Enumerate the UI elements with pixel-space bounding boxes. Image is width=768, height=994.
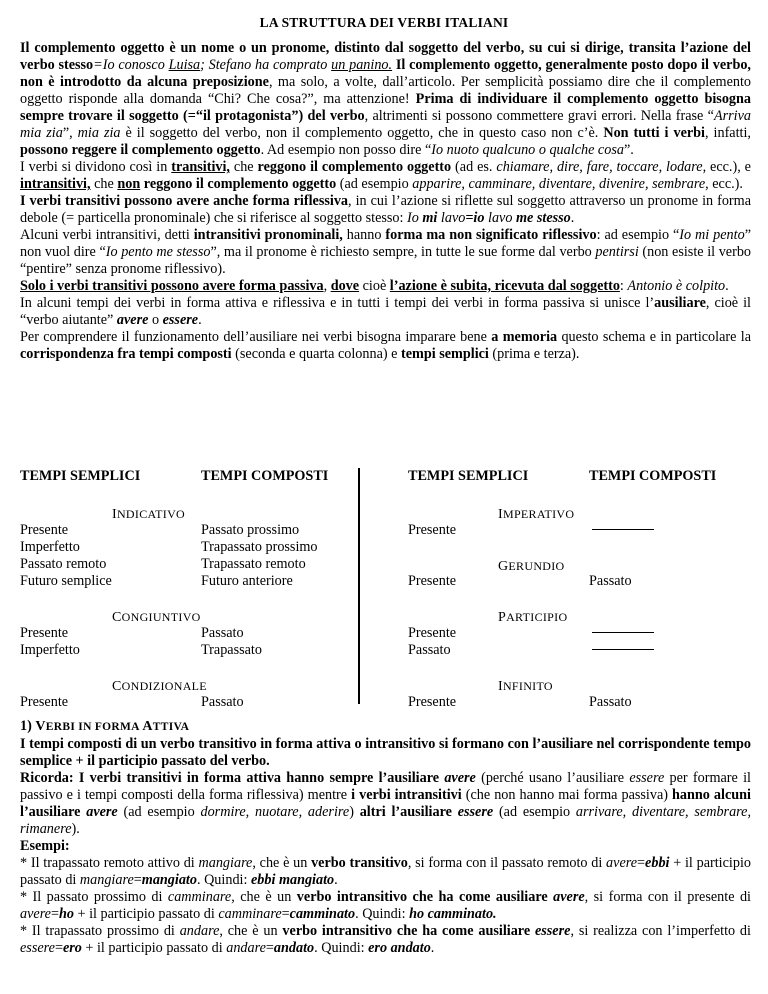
p1-italic-2: mia zia bbox=[77, 125, 121, 141]
ex2-bold-1: verbo intransitivo che ha come ausiliare bbox=[296, 889, 554, 905]
ex3-bi-1: essere bbox=[534, 923, 571, 939]
intro-paragraphs bbox=[20, 40, 751, 363]
ricorda-bold-2: : I verbi transitivi in forma attiva hanno sempre l’ausiliare bbox=[68, 770, 445, 786]
condizionale-semplice-1: Presente bbox=[20, 694, 69, 710]
participio-semplice-1: Presente bbox=[408, 625, 457, 641]
ex1-bi-3: ebbi mangiato bbox=[250, 872, 335, 888]
ex1-bi-1: ebbi bbox=[645, 855, 670, 871]
p1-example-b: Luisa bbox=[168, 57, 201, 73]
ex3-text-8: . bbox=[430, 940, 435, 956]
ex3-italic-1: andare bbox=[179, 923, 220, 939]
p7-text-1: Per comprendere il funzionamento dell’ausiliare nei verbi bisogna imparare bene bbox=[20, 329, 492, 345]
p2-non: non bbox=[117, 176, 141, 192]
p3-italic-1: Io bbox=[407, 210, 423, 226]
ex2-text-1: * Il passato prossimo di bbox=[20, 889, 168, 905]
section-verbi-forma-attiva bbox=[20, 718, 751, 957]
ex1-text-1: * Il trapassato remoto attivo di bbox=[20, 855, 199, 871]
p3-bold-1: I verbi transitivi possono avere anche forma riflessiva bbox=[20, 193, 349, 209]
section-heading: 1) VERBI IN FORMA ATTIVA bbox=[20, 718, 190, 734]
p3-bold-italic-1: mi bbox=[422, 210, 438, 226]
p2-text-5: che bbox=[90, 176, 118, 192]
p2-text-1: I verbi si dividono così in bbox=[20, 159, 172, 175]
tense-table bbox=[20, 468, 751, 713]
p1-text-4: è il soggetto del verbo, non il complemento oggetto, che in questo caso non c’è. bbox=[120, 125, 604, 141]
section-intro: I tempi composti di un verbo transitivo in forma attiva o intransitivo si formano con l’ausiliare nel corrispondente tempo semplice + il participio passato del verbo. bbox=[20, 736, 751, 769]
ex2-bi-3: camminato bbox=[289, 906, 356, 922]
p4-text-4: ” non vuol dire “ bbox=[20, 227, 751, 260]
ex2-italic-3: camminare bbox=[218, 906, 282, 922]
p2-transitivi: transitivi, bbox=[171, 159, 230, 175]
participio-semplice-2: Passato bbox=[408, 642, 451, 658]
ex2-text-2: , che è un bbox=[231, 889, 297, 905]
p1-text-5: , infatti, bbox=[705, 125, 751, 141]
label-indicativo: INDICATIVO bbox=[112, 507, 185, 522]
p1-text-7: ”. bbox=[623, 142, 634, 158]
ricorda-label: Ricorda bbox=[20, 770, 69, 786]
p7-text-4: (prima e terza). bbox=[488, 346, 580, 362]
ex1-bold-1: verbo transitivo bbox=[311, 855, 408, 871]
indicativo-semplice-4: Futuro semplice bbox=[20, 573, 112, 589]
ricorda-text-3: (che non hanno mai forma passiva) bbox=[461, 787, 673, 803]
ex3-bi-4: ero andato bbox=[368, 940, 431, 956]
congiuntivo-semplice-1: Presente bbox=[20, 625, 69, 641]
ex3-text-3: , si realizza con l’imperfetto di bbox=[570, 923, 751, 939]
p1-bold-1: Il complemento oggetto è un nome o un pronome, distinto dal soggetto del verbo, su cui si dirige, transita l’azione del verbo stesso bbox=[20, 40, 751, 73]
p3-italic-2: lavo bbox=[437, 210, 466, 226]
p3-italic-3: lavo bbox=[484, 210, 516, 226]
p1-text-3: ”, bbox=[62, 125, 78, 141]
indicativo-semplice-2: Imperfetto bbox=[20, 539, 80, 555]
ex2-bi-4: ho camminato. bbox=[409, 906, 497, 922]
participio-composto-empty-1 bbox=[592, 632, 654, 633]
p7-bold-1: a memoria bbox=[491, 329, 558, 345]
condizionale-composto-1: Passato bbox=[201, 694, 244, 710]
ex1-text-3: , si forma con il passato remoto di bbox=[407, 855, 607, 871]
p4-text-3: : ad esempio “ bbox=[596, 227, 680, 243]
p4-text-5: ”, ma il pronome è richiesto sempre, in tutte le sue forme dal verbo bbox=[210, 244, 596, 260]
ricorda-italic-1: essere bbox=[629, 770, 665, 786]
gerundio-semplice-1: Presente bbox=[408, 573, 457, 589]
p6-text-2: , cioè il “verbo aiutante” bbox=[20, 295, 751, 328]
p6-text-4: . bbox=[198, 312, 202, 328]
p2-text-6: (ad esempio bbox=[336, 176, 413, 192]
ex3-bi-2: ero bbox=[62, 940, 82, 956]
ricorda-text-4: (ad esempio bbox=[117, 804, 201, 820]
infinito-semplice-1: Presente bbox=[408, 694, 457, 710]
ex1-text-6: = bbox=[133, 872, 142, 888]
p5-text-4: . bbox=[725, 278, 729, 294]
ex2-italic-1: camminare bbox=[167, 889, 232, 905]
ricorda-text-1: (perché usano l’ausiliare bbox=[475, 770, 630, 786]
p6-bold-italic-2: essere bbox=[162, 312, 199, 328]
indicativo-semplice-3: Passato remoto bbox=[20, 556, 107, 572]
p1-italic-1: Arriva mia zia bbox=[20, 108, 751, 141]
label-imperativo: IMPERATIVO bbox=[498, 507, 575, 522]
p2-text-7: , ecc.). bbox=[705, 176, 743, 192]
ex3-bold-1: verbo intransitivo che ha come ausiliare bbox=[282, 923, 535, 939]
ricorda-bold-4: hanno alcuni l’ausiliare bbox=[20, 787, 751, 820]
congiuntivo-semplice-2: Imperfetto bbox=[20, 642, 80, 658]
ex3-text-4: = bbox=[54, 940, 63, 956]
ricorda-text-2: per formare il passivo e i tempi composti della forma riflessiva) mentre bbox=[20, 770, 751, 803]
ex2-text-3: , si forma con il presente di bbox=[584, 889, 751, 905]
p5-text-1: , bbox=[323, 278, 331, 294]
ricorda-bi-3: essere bbox=[457, 804, 494, 820]
ex1-italic-3: mangiare bbox=[79, 872, 134, 888]
p2-text-2: che bbox=[229, 159, 258, 175]
ex1-text-4: = bbox=[637, 855, 646, 871]
p4-text-6: (non esiste il verbo “pentire” senza pronome riflessivo). bbox=[20, 244, 752, 277]
indicativo-composto-4: Futuro anteriore bbox=[201, 573, 293, 589]
p2-intransitivi: intransitivi, bbox=[20, 176, 91, 192]
p6-text-3: o bbox=[148, 312, 163, 328]
ricorda-text-6: (ad esempio bbox=[493, 804, 576, 820]
ex3-text-2: , che è un bbox=[219, 923, 283, 939]
congiuntivo-composto-1: Passato bbox=[201, 625, 244, 641]
p5-text-3: : bbox=[619, 278, 628, 294]
ricorda-bold-3: i verbi intransitivi bbox=[351, 787, 462, 803]
ex1-italic-2: avere bbox=[606, 855, 638, 871]
p5-italic-1: Antonio è colpito bbox=[627, 278, 726, 294]
ex1-text-8: . bbox=[334, 872, 338, 888]
esempi-label: Esempi: bbox=[20, 838, 70, 854]
header-composti-left: TEMPI COMPOSTI bbox=[201, 468, 329, 484]
imperativo-semplice-1: Presente bbox=[408, 522, 457, 538]
p3-text-2: . bbox=[570, 210, 575, 226]
ex1-text-2: , che è un bbox=[252, 855, 312, 871]
p5-bold-2: dove bbox=[330, 278, 360, 294]
header-semplici-left: TEMPI SEMPLICI bbox=[20, 468, 141, 484]
indicativo-composto-2: Trapassato prossimo bbox=[201, 539, 318, 555]
p7-bold-3: tempi semplici bbox=[401, 346, 489, 362]
ex1-text-5: + il participio passato di bbox=[20, 855, 751, 888]
p2-bold-2: reggono il complemento oggetto bbox=[257, 159, 452, 175]
label-gerundio: GERUNDIO bbox=[498, 559, 565, 574]
ex1-text-7: . Quindi: bbox=[196, 872, 251, 888]
ex3-italic-3: andare bbox=[226, 940, 266, 956]
ex2-text-7: . Quindi: bbox=[355, 906, 410, 922]
p4-text-2: hanno bbox=[342, 227, 386, 243]
header-composti-right: TEMPI COMPOSTI bbox=[589, 468, 717, 484]
p1-text-1: , ma solo, a volte, dall’articolo. Per semplicità possiamo dire che il complemento oggetto risponde alla domanda “Chi? Che cosa?”, ma attenzione! bbox=[20, 74, 751, 107]
ex3-italic-2: essere bbox=[20, 940, 55, 956]
label-condizionale: CONDIZIONALE bbox=[112, 679, 207, 694]
ex1-bi-2: mangiato bbox=[141, 872, 197, 888]
ricorda-text-7: ). bbox=[71, 821, 80, 837]
p2-text-4: , ecc.), e bbox=[702, 159, 751, 175]
p5-bold-3: l’azione è subita, ricevuta dal soggetto bbox=[389, 278, 620, 294]
ricorda-bi-1: avere bbox=[444, 770, 476, 786]
ex2-text-5: + il participio passato di bbox=[73, 906, 219, 922]
ex3-text-1: * Il trapassato prossimo di bbox=[20, 923, 180, 939]
p4-text-1: Alcuni verbi intransitivi, detti bbox=[20, 227, 194, 243]
p4-bold-2: forma ma non significato riflessivo bbox=[385, 227, 597, 243]
ex2-text-6: = bbox=[281, 906, 290, 922]
label-infinito: INFINITO bbox=[498, 679, 553, 694]
p6-bold-italic-1: avere bbox=[116, 312, 149, 328]
ex2-text-4: = bbox=[50, 906, 59, 922]
p4-italic-2: Io pento me stesso bbox=[105, 244, 211, 260]
infinito-composto-1: Passato bbox=[589, 694, 632, 710]
p6-bold-1: ausiliare bbox=[654, 295, 706, 311]
ex1-italic-1: mangiare bbox=[198, 855, 253, 871]
p2-italic-2: apparire, camminare, diventare, divenire, sembrare bbox=[412, 176, 706, 192]
p5-bold-1: Solo i verbi transitivi possono avere forma passiva bbox=[20, 278, 324, 294]
p1-example-a: =Io conosco bbox=[93, 57, 169, 73]
ex3-text-6: = bbox=[265, 940, 274, 956]
p2-italic-1: chiamare, dire, fare, toccare, lodare bbox=[496, 159, 703, 175]
p2-text-3: (ad es. bbox=[451, 159, 497, 175]
ex3-text-5: + il participio passato di bbox=[81, 940, 227, 956]
p3-bold-italic-3: me stesso bbox=[516, 210, 571, 226]
p1-italic-3: Io nuoto qualcuno o qualche cosa bbox=[431, 142, 624, 158]
indicativo-composto-1: Passato prossimo bbox=[201, 522, 300, 538]
p2-bold-5: reggono il complemento oggetto bbox=[140, 176, 337, 192]
ricorda-bold-5: altri l’ausiliare bbox=[359, 804, 458, 820]
ex2-bi-2: ho bbox=[59, 906, 74, 922]
p7-bold-2: corrispondenza fra tempi composti bbox=[20, 346, 232, 362]
p1-bold-5: possono reggere il complemento oggetto bbox=[20, 142, 261, 158]
ricorda-italic-3: arrivare, diventare, sembrare, rimanere bbox=[20, 804, 751, 837]
p3-text-1: , in cui l’azione si riflette sul soggetto attraverso un pronome in forma debole (= particella pronominale) che si riferisce al soggetto stesso: bbox=[20, 193, 751, 226]
ex2-italic-2: avere bbox=[20, 906, 51, 922]
label-congiuntivo: CONGIUNTIVO bbox=[112, 610, 201, 625]
gerundio-composto-1: Passato bbox=[589, 573, 632, 589]
p4-bold-1: intransitivi pronominali, bbox=[193, 227, 343, 243]
label-participio: PARTICIPIO bbox=[498, 610, 568, 625]
p5-text-2: cioè bbox=[359, 278, 390, 294]
indicativo-composto-3: Trapassato remoto bbox=[201, 556, 306, 572]
participio-composto-empty-2 bbox=[592, 649, 654, 650]
p1-example-c: ; Stefano ha comprato bbox=[200, 57, 332, 73]
p3-bold-italic-2: =io bbox=[465, 210, 485, 226]
p6-text-1: In alcuni tempi dei verbi in forma attiva e riflessiva e in tutti i tempi dei verbi in forma passiva si unisce l’ bbox=[20, 295, 655, 311]
congiuntivo-composto-2: Trapassato bbox=[201, 642, 262, 658]
ex3-bi-3: andato bbox=[273, 940, 315, 956]
ex3-text-7: . Quindi: bbox=[314, 940, 369, 956]
p7-text-3: (seconda e quarta colonna) e bbox=[231, 346, 401, 362]
p1-text-2: , altrimenti si possono commettere gravi errori. Nella frase “ bbox=[364, 108, 714, 124]
p4-italic-3: pentirsi bbox=[595, 244, 639, 260]
ex2-bi-1: avere bbox=[553, 889, 585, 905]
document-title: LA STRUTTURA DEI VERBI ITALIANI bbox=[259, 15, 509, 30]
p1-bold-3: Prima di individuare il complemento oggetto bisogna sempre trovare il soggetto (=“il protagonista”) del verbo bbox=[20, 91, 752, 124]
ricorda-bi-2: avere bbox=[86, 804, 118, 820]
p1-text-6: . Ad esempio non posso dire “ bbox=[260, 142, 432, 158]
imperativo-composto-empty bbox=[592, 529, 654, 530]
p7-text-2: questo schema e in particolare la bbox=[557, 329, 751, 345]
header-semplici-right: TEMPI SEMPLICI bbox=[408, 468, 529, 484]
p1-bold-4: Non tutti i verbi bbox=[603, 125, 706, 141]
p1-example-d: un panino. bbox=[331, 57, 393, 73]
ricorda-italic-2: dormire, nuotare, aderire bbox=[200, 804, 350, 820]
p1-bold-2: Il complemento oggetto, generalmente posto dopo il verbo, non è introdotto da alcuna preposizione bbox=[20, 57, 751, 90]
column-divider bbox=[358, 468, 360, 704]
p4-italic-1: Io mi pento bbox=[679, 227, 745, 243]
ricorda-text-5: ) bbox=[349, 804, 360, 820]
indicativo-semplice-1: Presente bbox=[20, 522, 69, 538]
